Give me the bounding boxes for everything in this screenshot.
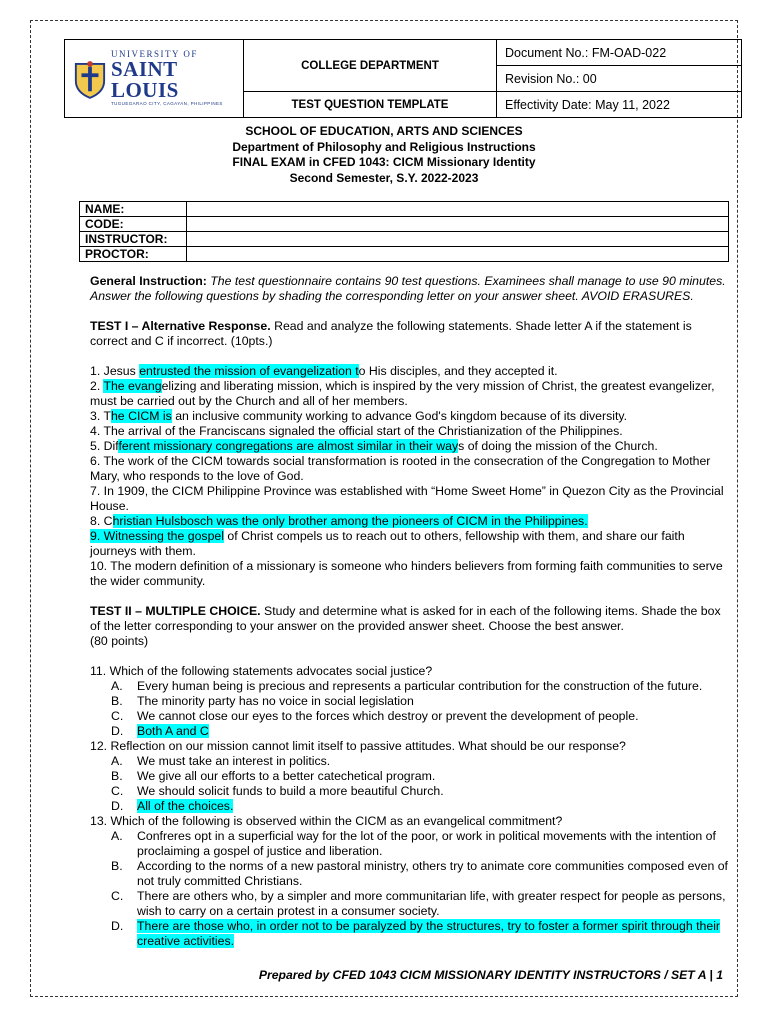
item-text: 5. Dif [90, 439, 119, 453]
option-letter: B. [111, 694, 123, 708]
code-field[interactable] [187, 217, 729, 232]
highlighted-text: Both A and C [137, 724, 209, 738]
item-text: 2. [90, 379, 104, 393]
test1-title: TEST I – Alternative Response. [90, 319, 271, 333]
logo-line1: UNIVERSITY OF [110, 49, 198, 60]
student-info-table [79, 201, 729, 262]
option-text: The minority party has no voice in social legislation [137, 694, 414, 708]
test1-item [90, 409, 730, 424]
option-letter: A. [111, 754, 123, 768]
option-item[interactable] [90, 919, 730, 949]
code-label: CODE: [80, 217, 187, 232]
option-item[interactable] [90, 679, 730, 694]
header-table [64, 39, 742, 118]
test1-item [90, 484, 730, 514]
highlighted-text: 9. Witnessing the gospel [90, 529, 224, 543]
proctor-label: PROCTOR: [80, 247, 187, 262]
options-list [90, 679, 730, 739]
logo-line3: TUGUEGARAO CITY, CAGAYAN, PHILIPPINES [110, 101, 223, 107]
highlighted-text: The evang [103, 379, 162, 393]
general-instruction-text: The test questionnaire contains 90 test questions. Examinees shall manage to use 90 minutes. Answer the following questions by shading the corresponding letter on your answer sheet. AVOID ERASURES. [90, 274, 726, 303]
highlighted-text: ferent missionary congregations are almost similar in their way [118, 439, 459, 453]
effectivity-cell: Effectivity Date: May 11, 2022 [497, 92, 742, 118]
option-letter: B. [111, 769, 123, 783]
option-text [137, 799, 233, 814]
test1-item [90, 439, 730, 454]
proctor-field[interactable] [187, 247, 729, 262]
option-letter: B. [111, 859, 123, 873]
option-text: Every human being is precious and represents a particular contribution for the construction of the future. [137, 679, 703, 693]
option-text: We cannot close our eyes to the forces which destroy or prevent the development of people. [137, 709, 639, 723]
item-text: 6. The work of the CICM towards social transformation is rooted in the consecration of the Congregation to Mother Mary, who responds to the love of God. [90, 454, 711, 483]
option-item[interactable] [90, 829, 730, 859]
option-letter: D. [111, 799, 124, 813]
instructor-field[interactable] [187, 232, 729, 247]
test1-item [90, 454, 730, 484]
option-item[interactable] [90, 724, 730, 739]
test2-questions [90, 664, 730, 949]
footer: Prepared by CFED 1043 CICM MISSIONARY IDENTITY INSTRUCTORS / SET A | 1 [258, 968, 723, 982]
item-text: 10. The modern definition of a missionary is someone who hinders believers from forming faith communities to serve the wider community. [90, 559, 723, 588]
test1-items [90, 364, 730, 589]
test1-item [90, 364, 730, 379]
option-letter: C. [111, 709, 124, 723]
option-text: According to the norms of a new pastoral ministry, others try to animate core communities composed even of not truly committed Christians. [137, 859, 728, 888]
item-text: an inclusive community working to advance God's kingdom because of its diversity. [171, 409, 628, 423]
test1-instructions: Read and analyze the following statements. Shade letter A if the statement is correct and C if incorrect. (10pts.) [90, 319, 692, 348]
item-text: 4. The arrival of the Franciscans signaled the official start of the Christianization of the Philippines. [90, 424, 623, 438]
option-item[interactable] [90, 754, 730, 769]
option-letter: A. [111, 829, 123, 843]
test2-title: TEST II – MULTIPLE CHOICE. [90, 604, 261, 618]
item-text: of Christ compels us to reach out to others, fellowship with them, and share our faith journeys with them. [90, 529, 685, 558]
test2-header [90, 604, 730, 634]
test1-item [90, 379, 730, 409]
option-text: We should solicit funds to build a more beautiful Church. [137, 784, 444, 798]
options-list [90, 754, 730, 814]
exam-title: FINAL EXAM in CFED 1043: CICM Missionary Identity [232, 155, 536, 169]
doc-no-cell: Document No.: FM-OAD-022 [497, 40, 742, 66]
option-item[interactable] [90, 694, 730, 709]
semester: Second Semester, S.Y. 2022-2023 [289, 170, 479, 185]
item-text: o His disciples, and they accepted it. [358, 364, 558, 378]
department-name: Department of Philosophy and Religious Instructions [232, 139, 536, 154]
exam-heading [0, 124, 768, 186]
question-stem: 12. Reflection on our mission cannot limit itself to passive attitudes. What should be our response? [90, 739, 626, 753]
test1-item [90, 424, 730, 439]
question-stem: 13. Which of the following is observed within the CICM as an evangelical commitment? [90, 814, 563, 828]
name-field[interactable] [187, 202, 729, 217]
school-name: SCHOOL OF EDUCATION, ARTS AND SCIENCES [245, 124, 523, 138]
highlighted-text: There are those who, in order not to be paralyzed by the structures, try to foster a former spirit through their creative activities. [137, 919, 721, 948]
item-text: 7. In 1909, the CICM Philippine Province was established with “Home Sweet Home” in Quezon City as the Provincial House. [90, 484, 724, 513]
item-text: s of doing the mission of the Church. [458, 439, 658, 453]
test2-instructions: Study and determine what is asked for in each of the following items. Shade the box of the letter corresponding to your answer on the provided answer sheet. Choose the best answer. [90, 604, 721, 633]
instructor-label: INSTRUCTOR: [80, 232, 187, 247]
name-label: NAME: [80, 202, 187, 217]
item-text: 1. Jesus [90, 364, 140, 378]
template-cell: TEST QUESTION TEMPLATE [244, 92, 497, 118]
option-text: We must take an interest in politics. [137, 754, 331, 768]
option-item[interactable] [90, 799, 730, 814]
option-text: There are others who, by a simpler and more communitarian life, with greater respect for people as persons, wish to carry on a certain protest in a consumer society. [137, 889, 726, 918]
item-text: 8. C [90, 514, 113, 528]
option-item[interactable] [90, 769, 730, 784]
item-text: elizing and liberating mission, which is inspired by the very mission of Christ, the greatest evangelizer, must be carried out by the Church and all of her members. [90, 379, 715, 408]
logo-line2: SAINT LOUIS [110, 57, 179, 103]
option-letter: D. [111, 724, 124, 738]
test1-header [90, 319, 730, 349]
test1-item [90, 514, 730, 529]
general-instruction-label: General Instruction: [90, 274, 207, 288]
test1-item [90, 529, 730, 559]
test2-points: (80 points) [90, 634, 149, 648]
department-cell: COLLEGE DEPARTMENT [244, 40, 497, 92]
general-instruction [90, 274, 730, 304]
option-letter: C. [111, 889, 124, 903]
options-list [90, 829, 730, 949]
university-seal-icon [73, 57, 107, 101]
question-stem: 11. Which of the following statements advocates social justice? [90, 664, 433, 678]
option-letter: D. [111, 919, 124, 933]
logo-cell [65, 40, 244, 118]
revision-cell: Revision No.: 00 [497, 66, 742, 92]
option-item[interactable] [90, 889, 730, 919]
option-letter: C. [111, 784, 124, 798]
exam-content [90, 274, 730, 949]
highlighted-text: entrusted the mission of evangelization t [139, 364, 359, 378]
university-logo [65, 45, 243, 113]
option-item[interactable] [90, 784, 730, 799]
test1-item [90, 559, 730, 589]
item-text: 3. T [90, 409, 111, 423]
option-item[interactable] [90, 709, 730, 724]
option-text: Confreres opt in a superficial way for the lot of the poor, or work in political movements with the intention of proclaiming a gospel of justice and liberation. [137, 829, 716, 858]
option-text: We give all our efforts to a better catechetical program. [137, 769, 436, 783]
option-letter: A. [111, 679, 123, 693]
option-item[interactable] [90, 859, 730, 889]
highlighted-text: hristian Hulsbosch was the only brother among the pioneers of CICM in the Philippines. [112, 514, 588, 528]
highlighted-text: he CICM is [110, 409, 172, 423]
option-text [137, 724, 209, 739]
highlighted-text: All of the choices. [137, 799, 234, 813]
option-text [137, 919, 730, 949]
